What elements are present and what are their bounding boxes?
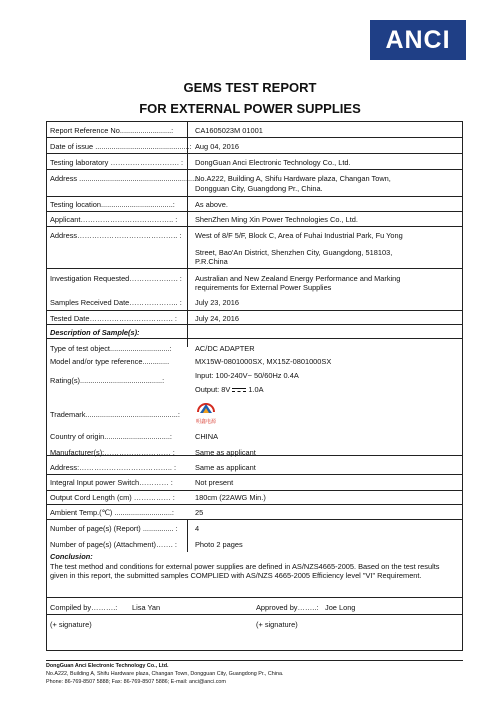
ambient-label: Ambient Temp.(℃) ............................: xyxy=(50,508,174,517)
conclusion-heading: Conclusion: xyxy=(50,552,93,561)
samples-received-label: Samples Received Date……………….. : xyxy=(50,298,182,307)
cord-value: 180cm (22AWG Min.) xyxy=(195,493,266,502)
lab-address-value: No.A222, Building A, Shifu Hardware plaza, Changan Town, xyxy=(195,174,391,183)
pages-attachment-label: Number of page(s) (Attachment)……. : xyxy=(50,540,177,549)
lab-address-value-2: Dongguan City, Guangdong Pr., China. xyxy=(195,184,323,193)
ambient-value: 25 xyxy=(195,508,204,517)
compiled-by-label: Compiled by……….: xyxy=(50,603,118,612)
compiled-by-name: Lisa Yan xyxy=(132,603,161,612)
divider xyxy=(46,474,463,475)
footer-address: No.A222, Building A, Shifu Hardware plaza, Changan Town, Dongguan City, Guangdong Pr., China. xyxy=(46,671,284,677)
report-reference-value: CA1605023M 01001 xyxy=(195,126,263,135)
applicant-address-value-3: P.R.China xyxy=(195,257,228,266)
pages-report-value: 4 xyxy=(195,524,200,533)
lab-address-label: Address .........................................................: xyxy=(50,174,199,183)
report-subtitle: FOR EXTERNAL POWER SUPPLIES xyxy=(139,101,361,116)
model-value: MX15W-0801000SX, MX15Z-0801000SX xyxy=(195,357,332,366)
samples-received-value: July 23, 2016 xyxy=(195,298,239,307)
divider xyxy=(46,338,463,339)
trademark-logo-text: 明鑫电源 xyxy=(195,419,217,425)
divider xyxy=(46,504,463,505)
country-value: CHINA xyxy=(195,432,218,441)
investigation-value: Australian and New Zealand Energy Performance and Marking xyxy=(195,274,401,283)
approved-by-name: Joe Long xyxy=(325,603,356,612)
country-label: Country of origin................................: xyxy=(50,432,172,441)
dc-symbol-icon xyxy=(232,388,246,393)
column-divider xyxy=(187,519,188,552)
approved-signature-line xyxy=(318,614,436,615)
date-issue-label: Date of issue ..............................................: xyxy=(50,142,192,151)
sample-description-heading: Description of Sample(s): xyxy=(50,328,140,337)
ratings-output xyxy=(195,385,264,394)
divider xyxy=(46,196,463,197)
report-title: GEMS TEST REPORT xyxy=(183,80,317,95)
report-reference-label: Report Reference No.........................: xyxy=(50,126,174,135)
ratings-output-prefix: Output: 8V xyxy=(195,385,231,394)
divider xyxy=(46,310,463,311)
trademark-logo-icon xyxy=(195,398,217,426)
applicant-address-label: Address………………………………….. : xyxy=(50,231,182,240)
footer-contact: Phone: 86-769-8507 5888; Fax: 86-769-8507 5886; E-mail: anci@anci.com xyxy=(46,679,226,685)
divider xyxy=(46,226,463,227)
ratings-label: Rating(s)........................................: xyxy=(50,376,165,385)
investigation-label: Investigation Requested…………….…. : xyxy=(50,274,182,283)
approved-plus-signature: (+ signature) xyxy=(256,620,298,629)
manufacturer-label: Manufacturer(s):……………………… : xyxy=(50,448,175,457)
divider xyxy=(46,324,463,325)
divider xyxy=(46,519,463,520)
divider xyxy=(46,153,463,154)
applicant-label: Applicant……………………………….. : xyxy=(50,215,178,224)
tested-date-value: July 24, 2016 xyxy=(195,314,239,323)
testing-lab-value: DongGuan Anci Electronic Technology Co., Ltd. xyxy=(195,158,351,167)
date-issue-value: Aug 04, 2016 xyxy=(195,142,239,151)
testing-location-label: Testing location...................................: xyxy=(50,200,175,209)
divider xyxy=(46,268,463,269)
divider xyxy=(46,597,463,598)
compiled-plus-signature: (+ signature) xyxy=(50,620,92,629)
investigation-value-2: requirements for External Power Supplies xyxy=(195,283,332,292)
manufacturer-value: Same as applicant xyxy=(195,448,256,457)
ratings-output-suffix: 1.0A xyxy=(248,385,264,394)
applicant-address-value: West of 8/F 5/F, Block C, Area of Fuhai Industrial Park, Fu Yong xyxy=(195,231,403,240)
pages-attachment-value: Photo 2 pages xyxy=(195,540,243,549)
cord-label: Output Cord Length (cm) …………… : xyxy=(50,493,175,502)
approved-by-label: Approved by……..: xyxy=(256,603,319,612)
tested-date-label: Tested Date……………………………. : xyxy=(50,314,177,323)
switch-label: Integral Input power Switch………… : xyxy=(50,478,173,487)
column-divider xyxy=(187,121,188,347)
pages-report-label: Number of page(s) (Report) ............... : xyxy=(50,524,178,533)
type-value: AC/DC ADAPTER xyxy=(195,344,255,353)
footer-divider xyxy=(46,660,463,661)
applicant-address-value-2: Street, Bao'An District, Shenzhen City, Guangdong, 518103, xyxy=(195,248,393,257)
applicant-value: ShenZhen Ming Xin Power Technologies Co., Ltd. xyxy=(195,215,358,224)
divider xyxy=(46,211,463,212)
testing-lab-label: Testing laboratory ………………………. : xyxy=(50,158,184,167)
model-label: Model and/or type reference............. xyxy=(50,357,170,366)
trademark-label: Trademark.............................................: xyxy=(50,410,180,419)
mfr-address-label: Address:……………………………….. : xyxy=(50,463,177,472)
conclusion-text: The test method and conditions for external power supplies are defined in AS/NZS4665-2005. Based on the test results given in this report, the submitted samples COMPLIED with AS/NZS 4665-2005 Efficiency level "VI" Requirement. xyxy=(50,562,440,581)
compiled-signature-line xyxy=(118,614,236,615)
anci-logo: ANCI xyxy=(370,20,466,60)
divider xyxy=(46,490,463,491)
divider xyxy=(46,137,463,138)
divider xyxy=(46,169,463,170)
type-label: Type of test object.............................: xyxy=(50,344,172,353)
testing-location-value: As above. xyxy=(195,200,228,209)
footer-company: DongGuan Anci Electronic Technology Co., Ltd. xyxy=(46,663,169,669)
ratings-input-value: Input: 100-240V~ 50/60Hz 0.4A xyxy=(195,371,299,380)
switch-value: Not present xyxy=(195,478,234,487)
mfr-address-value: Same as applicant xyxy=(195,463,256,472)
